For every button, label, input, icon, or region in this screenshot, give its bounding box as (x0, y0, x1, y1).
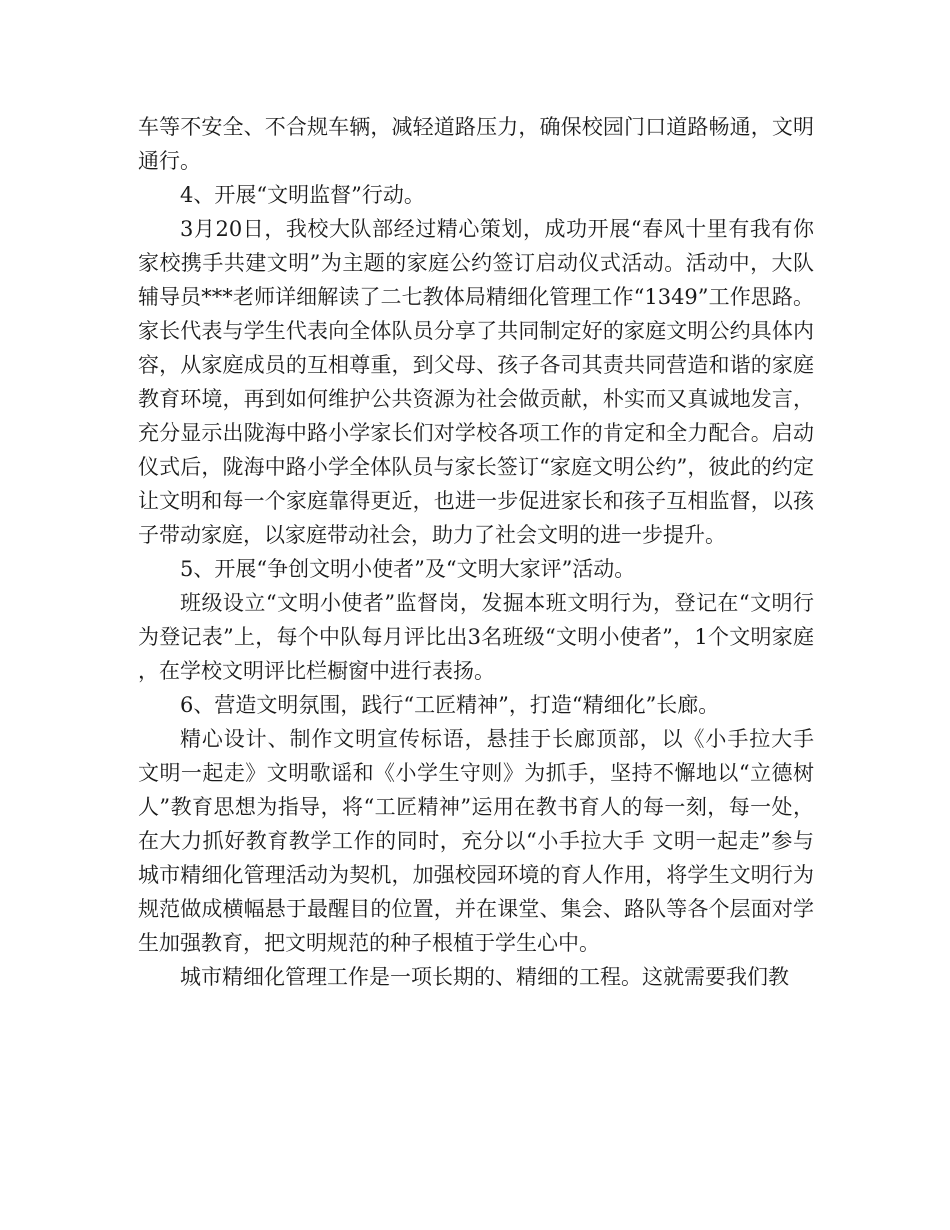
section-heading-6: 6、营造文明氛围，践行“工匠精神”，打造“精细化”长廊。 (180, 693, 720, 717)
section-heading-4: 4、开展“文明监督”行动。 (180, 183, 425, 207)
section-heading-5: 5、开展“争创文明小使者”及“文明大家评”活动。 (180, 557, 636, 581)
document-page (138, 110, 814, 994)
paragraph-corridor: 精心设计、制作文明宣传标语，悬挂于长廊顶部，以《小手拉大手 文明一起走》文明歌谣和《小学生守则》为抓手，坚持不懈地以“立德树人”教育思想为指导，将“工匠精神”运用在教书育人的每一刻，每一处，在大力抓好教育教学工作的同时，充分以“小手拉大手 文明一起走”参与城市精细化管理活动为契机，加强校园环境的育人作用，将学生文明行为规范做成横幅悬于最醒目的位置，并在课堂、集会、路队等各个层面对学生加强教育，把文明规范的种子根植于学生心中。 (138, 727, 814, 955)
paragraph-continued: 车等不安全、不合规车辆，减轻道路压力，确保校园门口道路畅通，文明通行。 (138, 115, 814, 173)
paragraph-civility-ambassador: 班级设立“文明小使者”监督岗，发掘本班文明行为，登记在“文明行为登记表”上，每个中队每月评比出3名班级“文明小使者”，1个文明家庭，在学校文明评比栏橱窗中进行表扬。 (138, 591, 814, 683)
paragraph-family-pledge: 3月20日，我校大队部经过精心策划，成功开展“春风十里有我有你 家校携手共建文明”为主题的家庭公约签订启动仪式活动。活动中，大队辅导员***老师详细解读了二七教体局精细化管理工作“1349”工作思路。家长代表与学生代表向全体队员分享了共同制定好的家庭文明公约具体内容，从家庭成员的互相尊重，到父母、孩子各司其责共同营造和谐的家庭教育环境，再到如何维护公共资源为社会做贡献，朴实而又真诚地发言，充分显示出陇海中路小学家长们对学校各项工作的肯定和全力配合。启动仪式后，陇海中路小学全体队员与家长签订“家庭文明公约”，彼此的约定让文明和每一个家庭靠得更近，也进一步促进家长和孩子互相监督，以孩子带动家庭，以家庭带动社会，助力了社会文明的进一步提升。 (138, 217, 814, 547)
paragraph-conclusion: 城市精细化管理工作是一项长期的、精细的工程。这就需要我们教 (180, 965, 789, 989)
